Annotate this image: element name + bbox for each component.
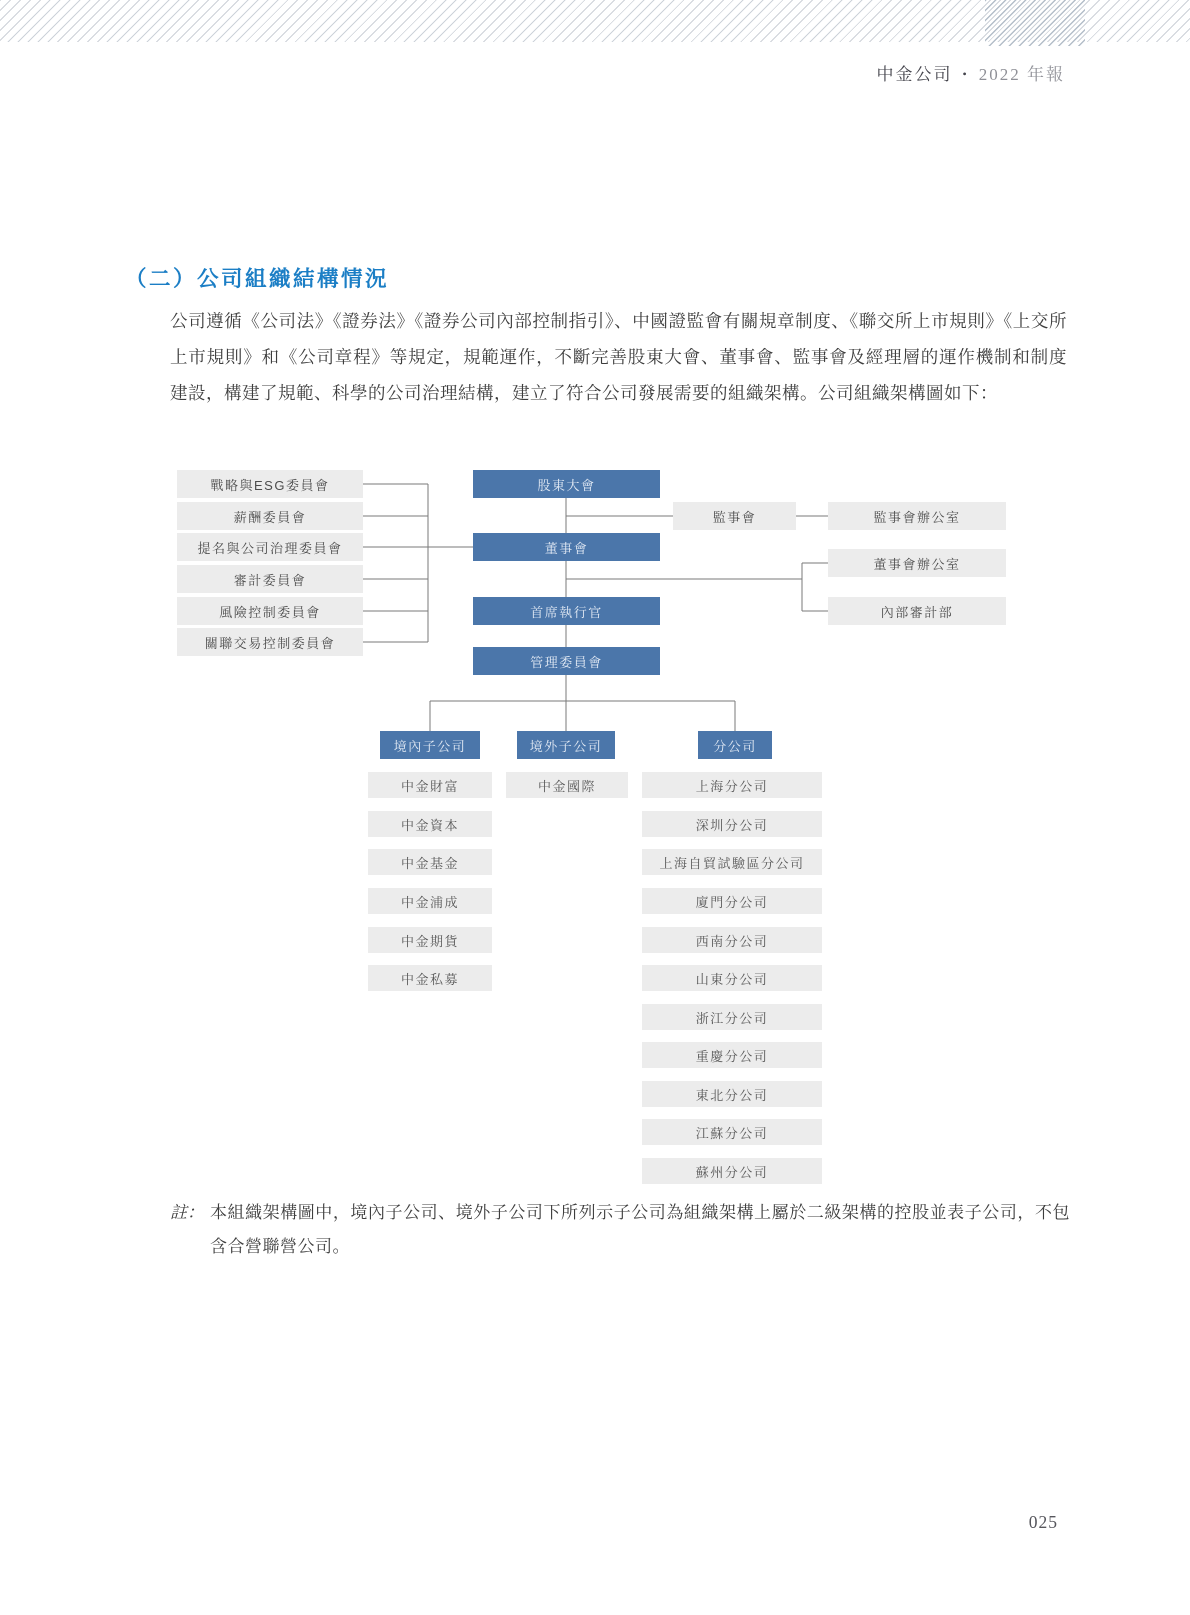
node-domestic-subsidiaries: 境內子公司 bbox=[380, 731, 480, 759]
committee-node: 戰略與ESG委員會 bbox=[177, 470, 363, 498]
branch-node: 西南分公司 bbox=[642, 927, 822, 953]
node-ceo: 首席執行官 bbox=[473, 597, 660, 625]
committee-node: 審計委員會 bbox=[177, 565, 363, 593]
node-management-committee: 管理委員會 bbox=[473, 647, 660, 675]
subsidiary-node: 中金基金 bbox=[368, 849, 492, 875]
subsidiary-node: 中金私募 bbox=[368, 965, 492, 991]
node-branches: 分公司 bbox=[698, 731, 772, 759]
committee-node: 關聯交易控制委員會 bbox=[177, 628, 363, 656]
branch-node: 浙江分公司 bbox=[642, 1004, 822, 1030]
committee-node: 薪酬委員會 bbox=[177, 502, 363, 530]
report-edition: 2022 年報 bbox=[978, 65, 1065, 84]
section-title: （二）公司組織結構情況 bbox=[125, 267, 390, 291]
branch-node: 山東分公司 bbox=[642, 965, 822, 991]
branch-node: 廈門分公司 bbox=[642, 888, 822, 914]
node-supervisory-board-office: 監事會辦公室 bbox=[828, 502, 1006, 530]
branch-node: 東北分公司 bbox=[642, 1081, 822, 1107]
node-board-of-directors: 董事會 bbox=[473, 533, 660, 561]
node-overseas-subsidiaries: 境外子公司 bbox=[517, 731, 615, 759]
committee-node: 風險控制委員會 bbox=[177, 597, 363, 625]
company-name: 中金公司 bbox=[876, 65, 953, 84]
branch-node: 重慶分公司 bbox=[642, 1042, 822, 1068]
subsidiary-node: 中金資本 bbox=[368, 811, 492, 837]
branch-node: 江蘇分公司 bbox=[642, 1119, 822, 1145]
branch-node: 深圳分公司 bbox=[642, 811, 822, 837]
footnote-label: 註： bbox=[170, 1203, 204, 1222]
subsidiary-node: 中金財富 bbox=[368, 772, 492, 798]
footnote bbox=[170, 1196, 1070, 1264]
node-board-office: 董事會辦公室 bbox=[828, 549, 1006, 577]
branch-node: 上海自貿試驗區分公司 bbox=[642, 849, 822, 875]
subsidiary-node: 中金浦成 bbox=[368, 888, 492, 914]
separator-dot-icon: • bbox=[962, 67, 969, 81]
branch-node: 蘇州分公司 bbox=[642, 1158, 822, 1184]
subsidiary-node: 中金期貨 bbox=[368, 927, 492, 953]
page-number: 025 bbox=[1028, 1512, 1058, 1532]
node-shareholders-meeting: 股東大會 bbox=[473, 470, 660, 498]
subsidiary-node: 中金國際 bbox=[506, 772, 628, 798]
intro-paragraph: 公司遵循《公司法》《證券法》《證券公司內部控制指引》、中國證監會有關規章制度、《聯交所上市規則》《上交所上市規則》和《公司章程》等規定，規範運作，不斷完善股東大會、董事會、監事會及經理層的運作機制和制度建設，構建了規範、科學的公司治理結構，建立了符合公司發展需要的組織架構。公司組織架構圖如下： bbox=[170, 311, 1067, 403]
node-supervisory-board: 監事會 bbox=[673, 502, 796, 530]
committee-node: 提名與公司治理委員會 bbox=[177, 533, 363, 561]
footnote-text: 本組織架構圖中，境內子公司、境外子公司下所列示子公司為組織架構上屬於二級架構的控股並表子公司，不包含合營聯營公司。 bbox=[210, 1203, 1070, 1256]
node-internal-audit: 內部審計部 bbox=[828, 597, 1006, 625]
branch-node: 上海分公司 bbox=[642, 772, 822, 798]
